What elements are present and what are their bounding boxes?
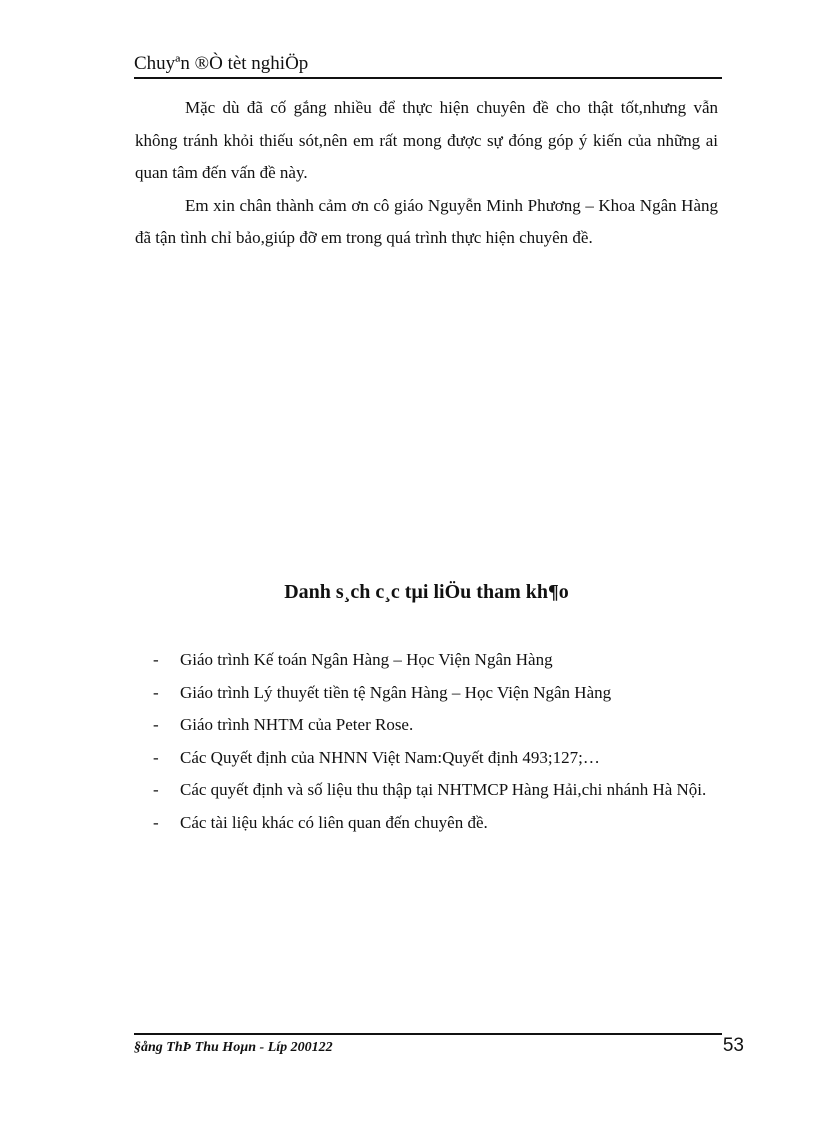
reference-text: Giáo trình Kế toán Ngân Hàng – Học Viện Ngân Hàng [180,650,553,669]
reference-item [135,677,718,710]
references-list [135,644,718,839]
page-number: 53 [722,1035,744,1056]
header-rule [134,77,722,79]
bullet-dash: - [153,812,159,832]
reference-text: Các Quyết định của NHNN Việt Nam:Quyết định 493;127;… [180,747,600,767]
reference-text: Giáo trình NHTM của Peter Rose. [180,715,414,734]
body-text [135,92,718,255]
page-header [134,52,722,76]
reference-item [135,644,718,677]
bullet-dash: - [153,650,159,669]
footer-author: §ång ThÞ Thu Hoµn - Líp 200122 [134,1040,333,1055]
bullet-dash: - [153,682,159,702]
footer-rule [134,1033,722,1035]
reference-item [135,807,718,840]
header-title: Chuyªn ®Ò tèt nghiÖp [134,53,309,74]
reference-text: Giáo trình Lý thuyết tiền tệ Ngân Hàng – Học Viện Ngân Hàng [180,682,612,702]
reference-item [135,774,718,807]
paragraph: Em xin chân thành cảm ơn cô giáo Nguyễn Minh Phương – Khoa Ngân Hàng đã tận tình chỉ bảo,giúp đỡ em trong quá trình thực hiện chuyên đề. [135,195,718,247]
reference-item [135,709,718,742]
reference-item [135,742,718,775]
paragraph: Mặc dù đã cố gắng nhiều để thực hiện chuyên đề cho thật tốt,nhưng vẫn không tránh khỏi thiếu sót,nên em rất mong được sự đóng góp ý kiến của những ai quan tâm đến vấn đề này. [135,98,718,182]
reference-text: Các tài liệu khác có liên quan đến chuyên đề. [180,812,488,832]
bullet-dash: - [153,747,159,767]
reference-text: Các quyết định và số liệu thu thập tại NHTMCP Hàng Hải,chi nhánh Hà Nội. [180,780,707,799]
references-title: Danh s¸ch c¸c tµi liÖu tham kh¶o [284,581,569,603]
bullet-dash: - [153,780,159,799]
bullet-dash: - [153,715,159,734]
